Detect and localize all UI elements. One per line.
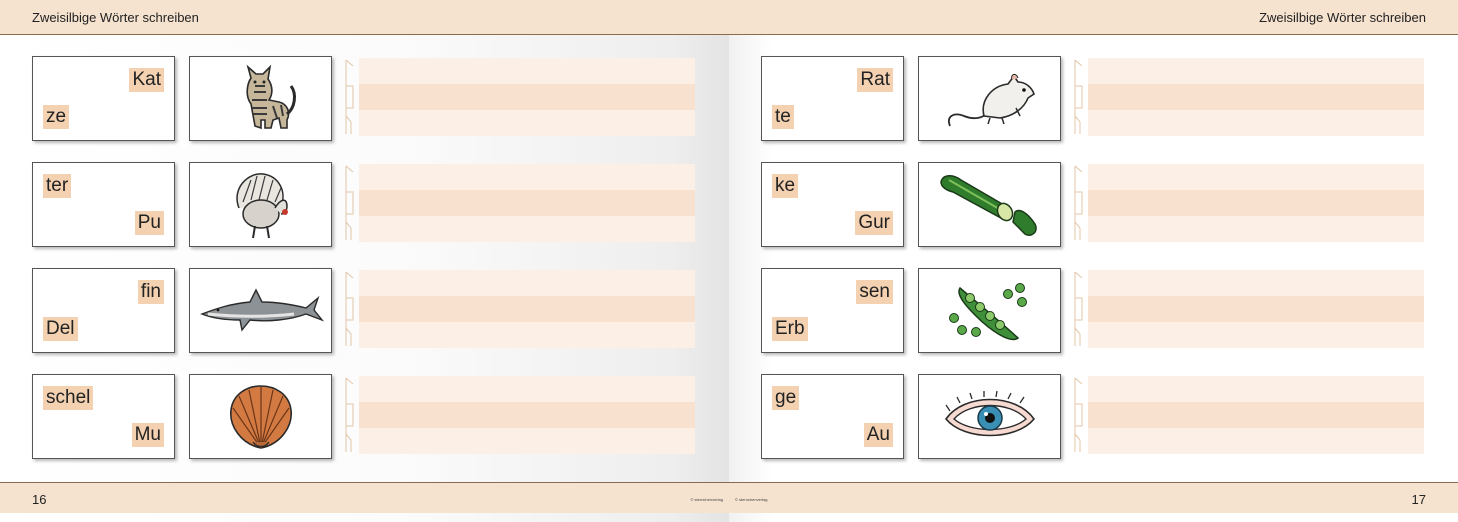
exercise-row bbox=[761, 56, 1424, 143]
syllable-card bbox=[761, 162, 904, 247]
bottom-syllable: ze bbox=[43, 105, 69, 129]
bottom-syllable: Au bbox=[864, 423, 893, 447]
right-page-footer bbox=[729, 482, 1458, 513]
bottom-syllable: Pu bbox=[135, 211, 164, 235]
exercise-row bbox=[761, 162, 1424, 249]
syllable-card bbox=[32, 162, 175, 247]
picture-card bbox=[189, 162, 332, 247]
picture-card bbox=[918, 56, 1061, 141]
writing-lines bbox=[1073, 164, 1424, 242]
writing-lines bbox=[344, 164, 695, 242]
left-page-header bbox=[0, 0, 729, 35]
bottom-syllable: Mu bbox=[132, 423, 164, 447]
right-page-header bbox=[729, 0, 1458, 35]
line-guide-icon bbox=[344, 376, 356, 454]
line-guide-icon bbox=[344, 270, 356, 348]
line-guide-icon bbox=[1073, 58, 1085, 136]
picture-card bbox=[918, 162, 1061, 247]
line-guide-icon bbox=[344, 58, 356, 136]
syllable-card bbox=[761, 56, 904, 141]
exercise-row bbox=[32, 374, 695, 461]
cucumber-icon bbox=[935, 168, 1045, 242]
right-page bbox=[729, 0, 1458, 522]
exercise-row bbox=[761, 268, 1424, 355]
syllable-card bbox=[32, 374, 175, 459]
page-number: 17 bbox=[1411, 492, 1426, 507]
right-header-title: Zweisilbige Wörter schreiben bbox=[1259, 10, 1426, 25]
dolphin-icon bbox=[198, 286, 324, 336]
writing-lines bbox=[1073, 270, 1424, 348]
line-guide-icon bbox=[1073, 376, 1085, 454]
writing-lines bbox=[1073, 58, 1424, 136]
top-syllable: ge bbox=[772, 386, 799, 410]
bottom-syllable: Gur bbox=[855, 211, 893, 235]
syllable-card bbox=[761, 268, 904, 353]
turkey-icon bbox=[221, 168, 301, 242]
left-page-footer bbox=[0, 482, 729, 513]
picture-card bbox=[189, 56, 332, 141]
top-syllable: ter bbox=[43, 174, 71, 198]
writing-lines bbox=[1073, 376, 1424, 454]
syllable-card bbox=[761, 374, 904, 459]
rat-icon bbox=[940, 64, 1040, 134]
top-syllable: Rat bbox=[857, 68, 893, 92]
page-number: 16 bbox=[32, 492, 47, 507]
exercise-row bbox=[32, 162, 695, 249]
top-syllable: sen bbox=[856, 280, 893, 304]
writing-lines bbox=[344, 376, 695, 454]
writing-lines bbox=[344, 58, 695, 136]
picture-card bbox=[918, 268, 1061, 353]
bottom-syllable: Erb bbox=[772, 317, 808, 341]
picture-card bbox=[189, 374, 332, 459]
top-syllable: Kat bbox=[129, 68, 164, 92]
line-guide-icon bbox=[1073, 270, 1085, 348]
copyright-note: © sternchenverlag bbox=[735, 497, 768, 502]
syllable-card bbox=[32, 56, 175, 141]
copyright-note: © sternchenverlag bbox=[690, 497, 723, 502]
left-header-title: Zweisilbige Wörter schreiben bbox=[32, 10, 199, 25]
exercise-row bbox=[32, 56, 695, 143]
top-syllable: ke bbox=[772, 174, 798, 198]
line-guide-icon bbox=[1073, 164, 1085, 242]
shell-icon bbox=[225, 382, 297, 452]
picture-card bbox=[189, 268, 332, 353]
line-guide-icon bbox=[344, 164, 356, 242]
bottom-syllable: Del bbox=[43, 317, 78, 341]
top-syllable: schel bbox=[43, 386, 93, 410]
syllable-card bbox=[32, 268, 175, 353]
top-syllable: fin bbox=[138, 280, 164, 304]
eye-icon bbox=[940, 387, 1040, 447]
picture-card bbox=[918, 374, 1061, 459]
exercise-row bbox=[761, 374, 1424, 461]
exercise-row bbox=[32, 268, 695, 355]
cat-icon bbox=[221, 64, 301, 134]
writing-lines bbox=[344, 270, 695, 348]
bottom-syllable: te bbox=[772, 105, 794, 129]
peas-icon bbox=[940, 274, 1040, 348]
